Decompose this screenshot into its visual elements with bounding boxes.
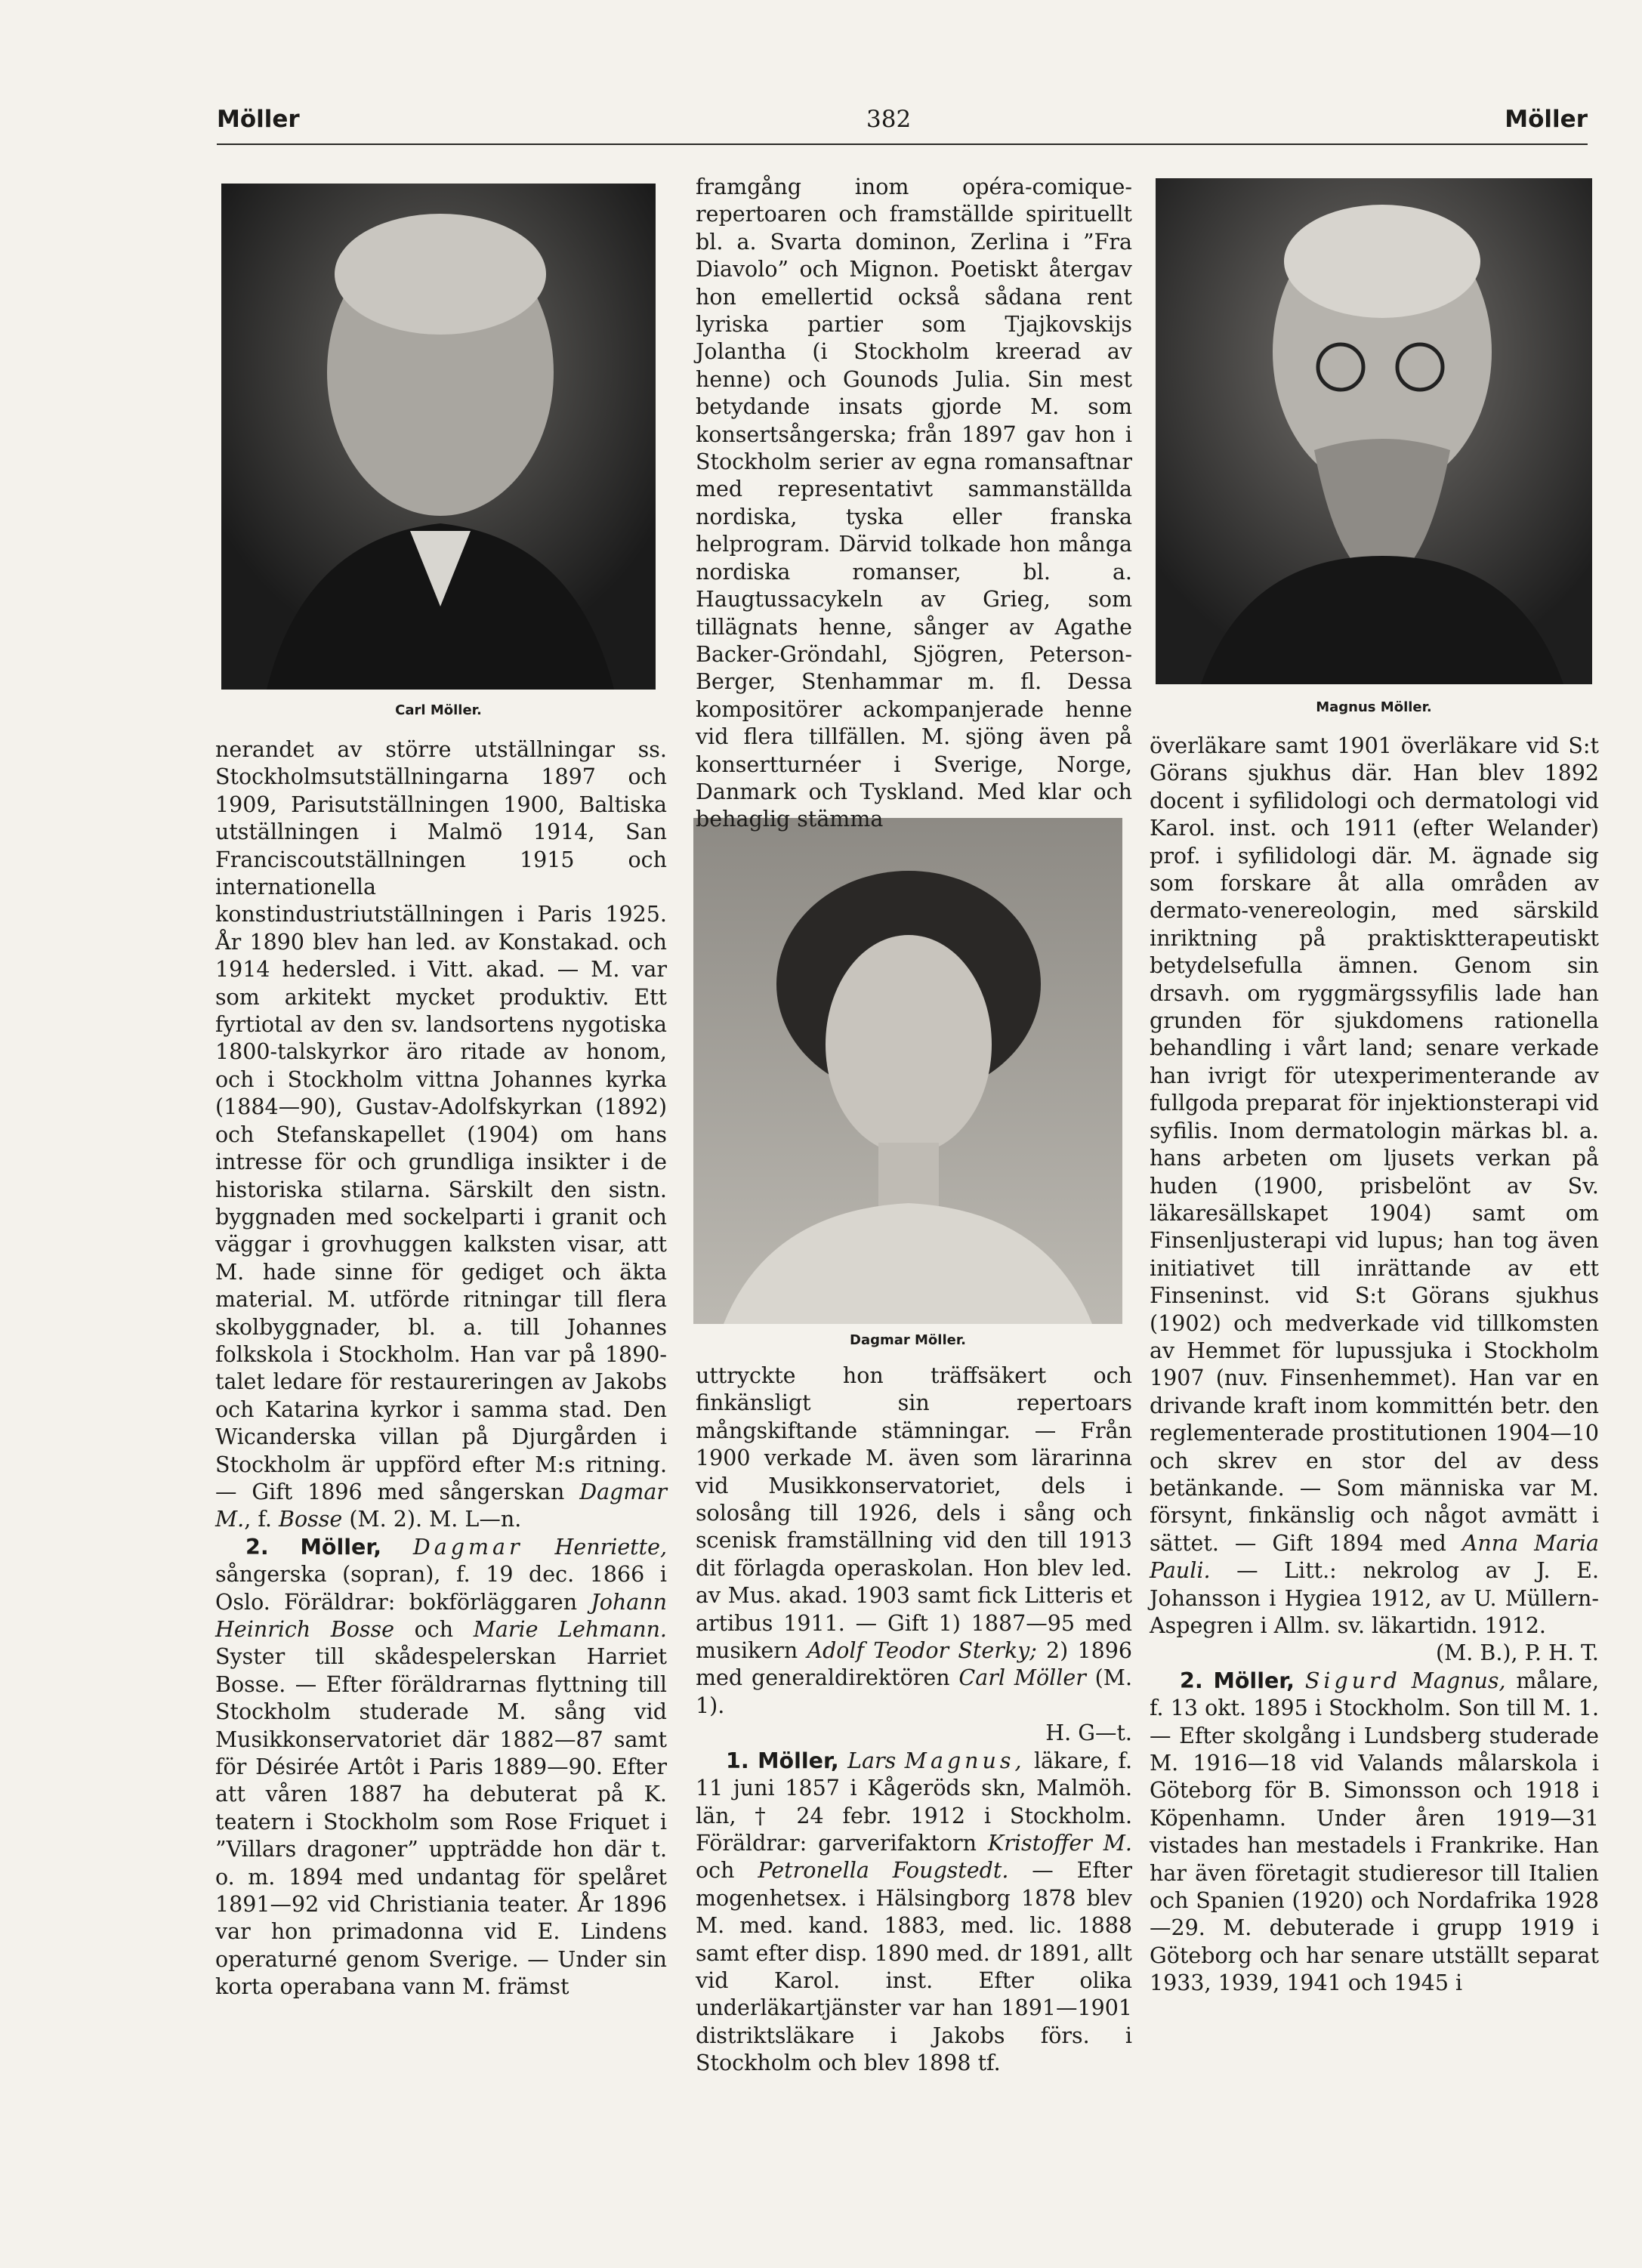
running-head-right: Möller [1505,106,1588,133]
person-name: Bosse [279,1507,343,1532]
person-name: Petronella Fougstedt. [758,1858,1009,1884]
body-text: nerandet av större utställningar ss. Stockholmsutställningarna 1897 och 1909, Parisutställningen 1900, Baltiska utställningen i Malmö 1914, San Franciscoutställningen 1915 och internationella konstindustriutställningen i Paris 1925. År 1890 blev han led. av Konstakad. och 1914 hedersled. i Vitt. akad. — M. var som arkitekt mycket produktiv. Ett fyrtiotal av den sv. landsortens nygotiska 1800-talskyrkor äro ritade av honom, och i Stockholm vittna Johannes kyrka (1884—90), Gustav-Adolfskyrkan (1892) och Stefanskapellet (1904) om hans intresse för och grundliga insikter i de historiska stilarna. Särskilt den sistn. byggnaden med sockelparti i granit och väggar i grovhuggen kalksten visar, att M. hade sinne för gediget och äkta material. M. utförde ritningar till flera skolbyggnader, bl. a. till Johannes folkskola i Stockholm. Han var på 1890-talet ledare för restaureringen av Jakobs och Katarina kyrkor i samma stad. Den Wicanderska villan på Djurgården i Stockholm är uppförd efter M:s ritning. — Gift 1896 med sångerskan [215,737,667,1504]
body-text: sångerska (sopran), f. 19 dec. 1866 i Oslo. Föräldrar: bokförläggaren [215,1562,667,1615]
entry-surname: Möller, [300,1534,382,1560]
entry-number: 2. [1180,1668,1203,1693]
body-text: — Litt.: nekrolog av J. E. Johansson i Hygiea 1912, av U. Müllern-Aspegren i Allm. sv. läkartidn. 1912. [1150,1558,1599,1638]
entry-surname: Möller, [1213,1668,1295,1693]
body-text: , f. [244,1507,279,1532]
body-text: — Efter mogenhetsex. i Hälsingborg 1878 blev M. med. kand. 1883, med. lic. 1888 samt efter disp. 1890 med. dr 1891, allt vid Karol. inst. Efter olika underläkartjänster var han 1891—1901 distriktsläkare i Jakobs förs. i Stockholm och blev 1898 tf. [696,1858,1132,2076]
signature: (M. 2). M. L—n. [342,1507,522,1532]
entry-number: 2. [245,1534,269,1560]
entry-given-name-2: Henriette, [554,1534,668,1560]
entry-magnus-moller [696,1748,1132,2078]
body-text: målare, f. 13 okt. 1895 i Stockholm. Son till M. 1. — Efter skolgång i Lundsberg studerade M. 1916—18 vid Valands målarskola i Göteborg för B. Simonsson och 1918 i Köpenhamn. Under åren 1919—31 vistades han mestadels i Frankrike. Han har även företagit studieresor till Italien och Spanien (1920) och Nordafrika 1928—29. M. debuterade i grupp 1919 i Göteborg och har senare utställt separat 1933, 1939, 1941 och 1945 i [1150,1668,1600,1996]
person-name: Anna Maria Pauli. [1150,1530,1600,1584]
person-name: Johann Heinrich Bosse [215,1589,667,1642]
body-text: uttryckte hon träffsäkert och finkänsligt sin repertoars mångskiftande stämningar. — Från 1900 verkade M. även som lärarinna vid Musikkonservatoriet, dels i solosång till 1926, dels i sång och scenisk framställning vid den till 1913 dit förlagda operaskolan. Hon blev led. av Mus. akad. 1903 samt fick Litteris et artibus 1911. — Gift 1) 1887—95 med musikern [696,1363,1132,1664]
entry-sigurd-moller [1150,1668,1599,1998]
column-2-lower [696,1362,1132,2078]
portrait-carl-moller [221,184,656,690]
portrait-dagmar-moller [693,818,1122,1324]
entry-dagmar-moller [215,1534,667,2001]
column-2 [696,174,1132,834]
body-text: Syster till skådespelerskan Harriet Bosse. — Efter föräldrarnas flyttning till Stockholm studerade M. sång vid Musikkonservatoriet där 1882—87 samt för Désirée Artôt i Paris 1889—90. Efter att våren 1887 ha debuterat på K. teatern i Stockholm som Rose Friquet i ”Villars dragoner” uppträdde hon där t. o. m. 1894 med undantag för spelåret 1891—92 vid Christiania teater. År 1896 var hon primadonna vid E. Lindens operaturné genom Sverige. — Under sin korta operabana vann M. främst [215,1644,667,2000]
entry-given-name: Dagmar [412,1534,523,1560]
paragraph [696,1362,1132,1748]
body-text: 2) 1896 med generaldirektören [696,1638,1133,1691]
running-head-left: Möller [217,106,300,133]
body-text: och [696,1858,758,1884]
signature: (M. B.), P. H. T. [1435,1640,1599,1666]
person-name: Adolf Teodor Sterky; [807,1638,1037,1664]
entry-given-name-2: Magnus, [1411,1668,1506,1693]
column-1 [215,736,667,2001]
caption-carl-moller: Carl Möller. [395,702,482,718]
caption-dagmar-moller: Dagmar Möller. [850,1332,966,1348]
body-text: (M. 1). [696,1665,1133,1718]
signature: H. G—t. [1045,1720,1132,1746]
entry-given-name: Lars [847,1748,897,1773]
paragraph [215,736,667,1534]
paragraph [1150,733,1599,1668]
entry-surname: Möller, [758,1748,839,1773]
person-name: Kristoffer M. [987,1830,1132,1856]
body-text: överläkare samt 1901 överläkare vid S:t Görans sjukhus där. Han blev 1892 docent i syfilidologi och dermatologi vid Karol. inst. och 1911 (efter Welander) prof. i syfilidologi där. M. ägnade sig som forskare åt alla områden av dermato-venereologin, med särskild inriktning på praktisktterapeutiskt betydelsefulla ämnen. Genom sin drsavh. om ryggmärgssyfilis lade han grunden för sjukdomens rationella behandling i vårt land; senare verkade han ivrigt för utexperimenterande av fullgoda preparat för injektionsterapi vid syfilis. Inom dermatologin märkas bl. a. hans arbeten om ljusets verkan på huden (1900, prisbelönt av Sv. läkaresällskapet 1904) samt om Finsenljusterapi vid lupus; han tog även initiativet till inrättande av ett Finseninst. vid S:t Görans sjukhus (1902) och medverkade vid tillkomsten av Hemmet för lupussjuka i Stockholm 1907 (nuv. Finsenhemmet). Han var en drivande kraft inom kommittén betr. den reglementerade prostitutionen 1904—10 och skrev en stor del av dess betänkande. — Som människa var M. försynt, finkänslig och något avmätt i sättet. — Gift 1894 med [1150,733,1599,1556]
person-name: Marie Lehmann. [473,1617,667,1642]
person-name: Dagmar M. [215,1479,668,1532]
person-name: Carl Möller [958,1665,1086,1691]
header-rule [217,143,1588,145]
caption-magnus-moller: Magnus Möller. [1316,699,1432,715]
portrait-magnus-moller [1156,178,1592,684]
entry-given-name: Sigurd [1304,1668,1401,1693]
paragraph: framgång inom opéra-comique-repertoaren och framställde spirituellt bl. a. Svarta dominon, Zerlina i ”Fra Diavolo” och Mignon. Poetiskt återgav hon emellertid också sådana rent lyriska partier som Tjajkovskijs Jolantha (i Stockholm kreerad av henne) och Gounods Julia. Sin mest betydande insats gjorde M. som konsertsångerska; från 1897 gav hon i Stockholm serier av egna romansaftnar med representativt sammanställda nordiska, tyska eller franska helprogram. Därvid tolkade hon många nordiska romanser, bl. a. Haugtussacykeln av Grieg, som tillägnats henne, sånger av Agathe Backer-Gröndahl, Sjögren, Peterson-Berger, Stenhammar m. fl. Dessa kompositörer ackompanjerade henne vid flera tillfällen. M. sjöng även på konsertturnéer i Sverige, Norge, Danmark och Tyskland. Med klar och behaglig stämma [696,174,1132,832]
entry-given-name-2: Magnus, [904,1748,1026,1773]
column-3 [1150,733,1599,1998]
entry-number: 1. [726,1748,749,1773]
page-number: 382 [866,106,912,133]
body-text: och [394,1617,474,1642]
body-text: läkare, f. 11 juni 1857 i Kågeröds skn, Malmöh. län, † 24 febr. 1912 i Stockholm. Föräldrar: garverifaktorn [696,1748,1133,1856]
